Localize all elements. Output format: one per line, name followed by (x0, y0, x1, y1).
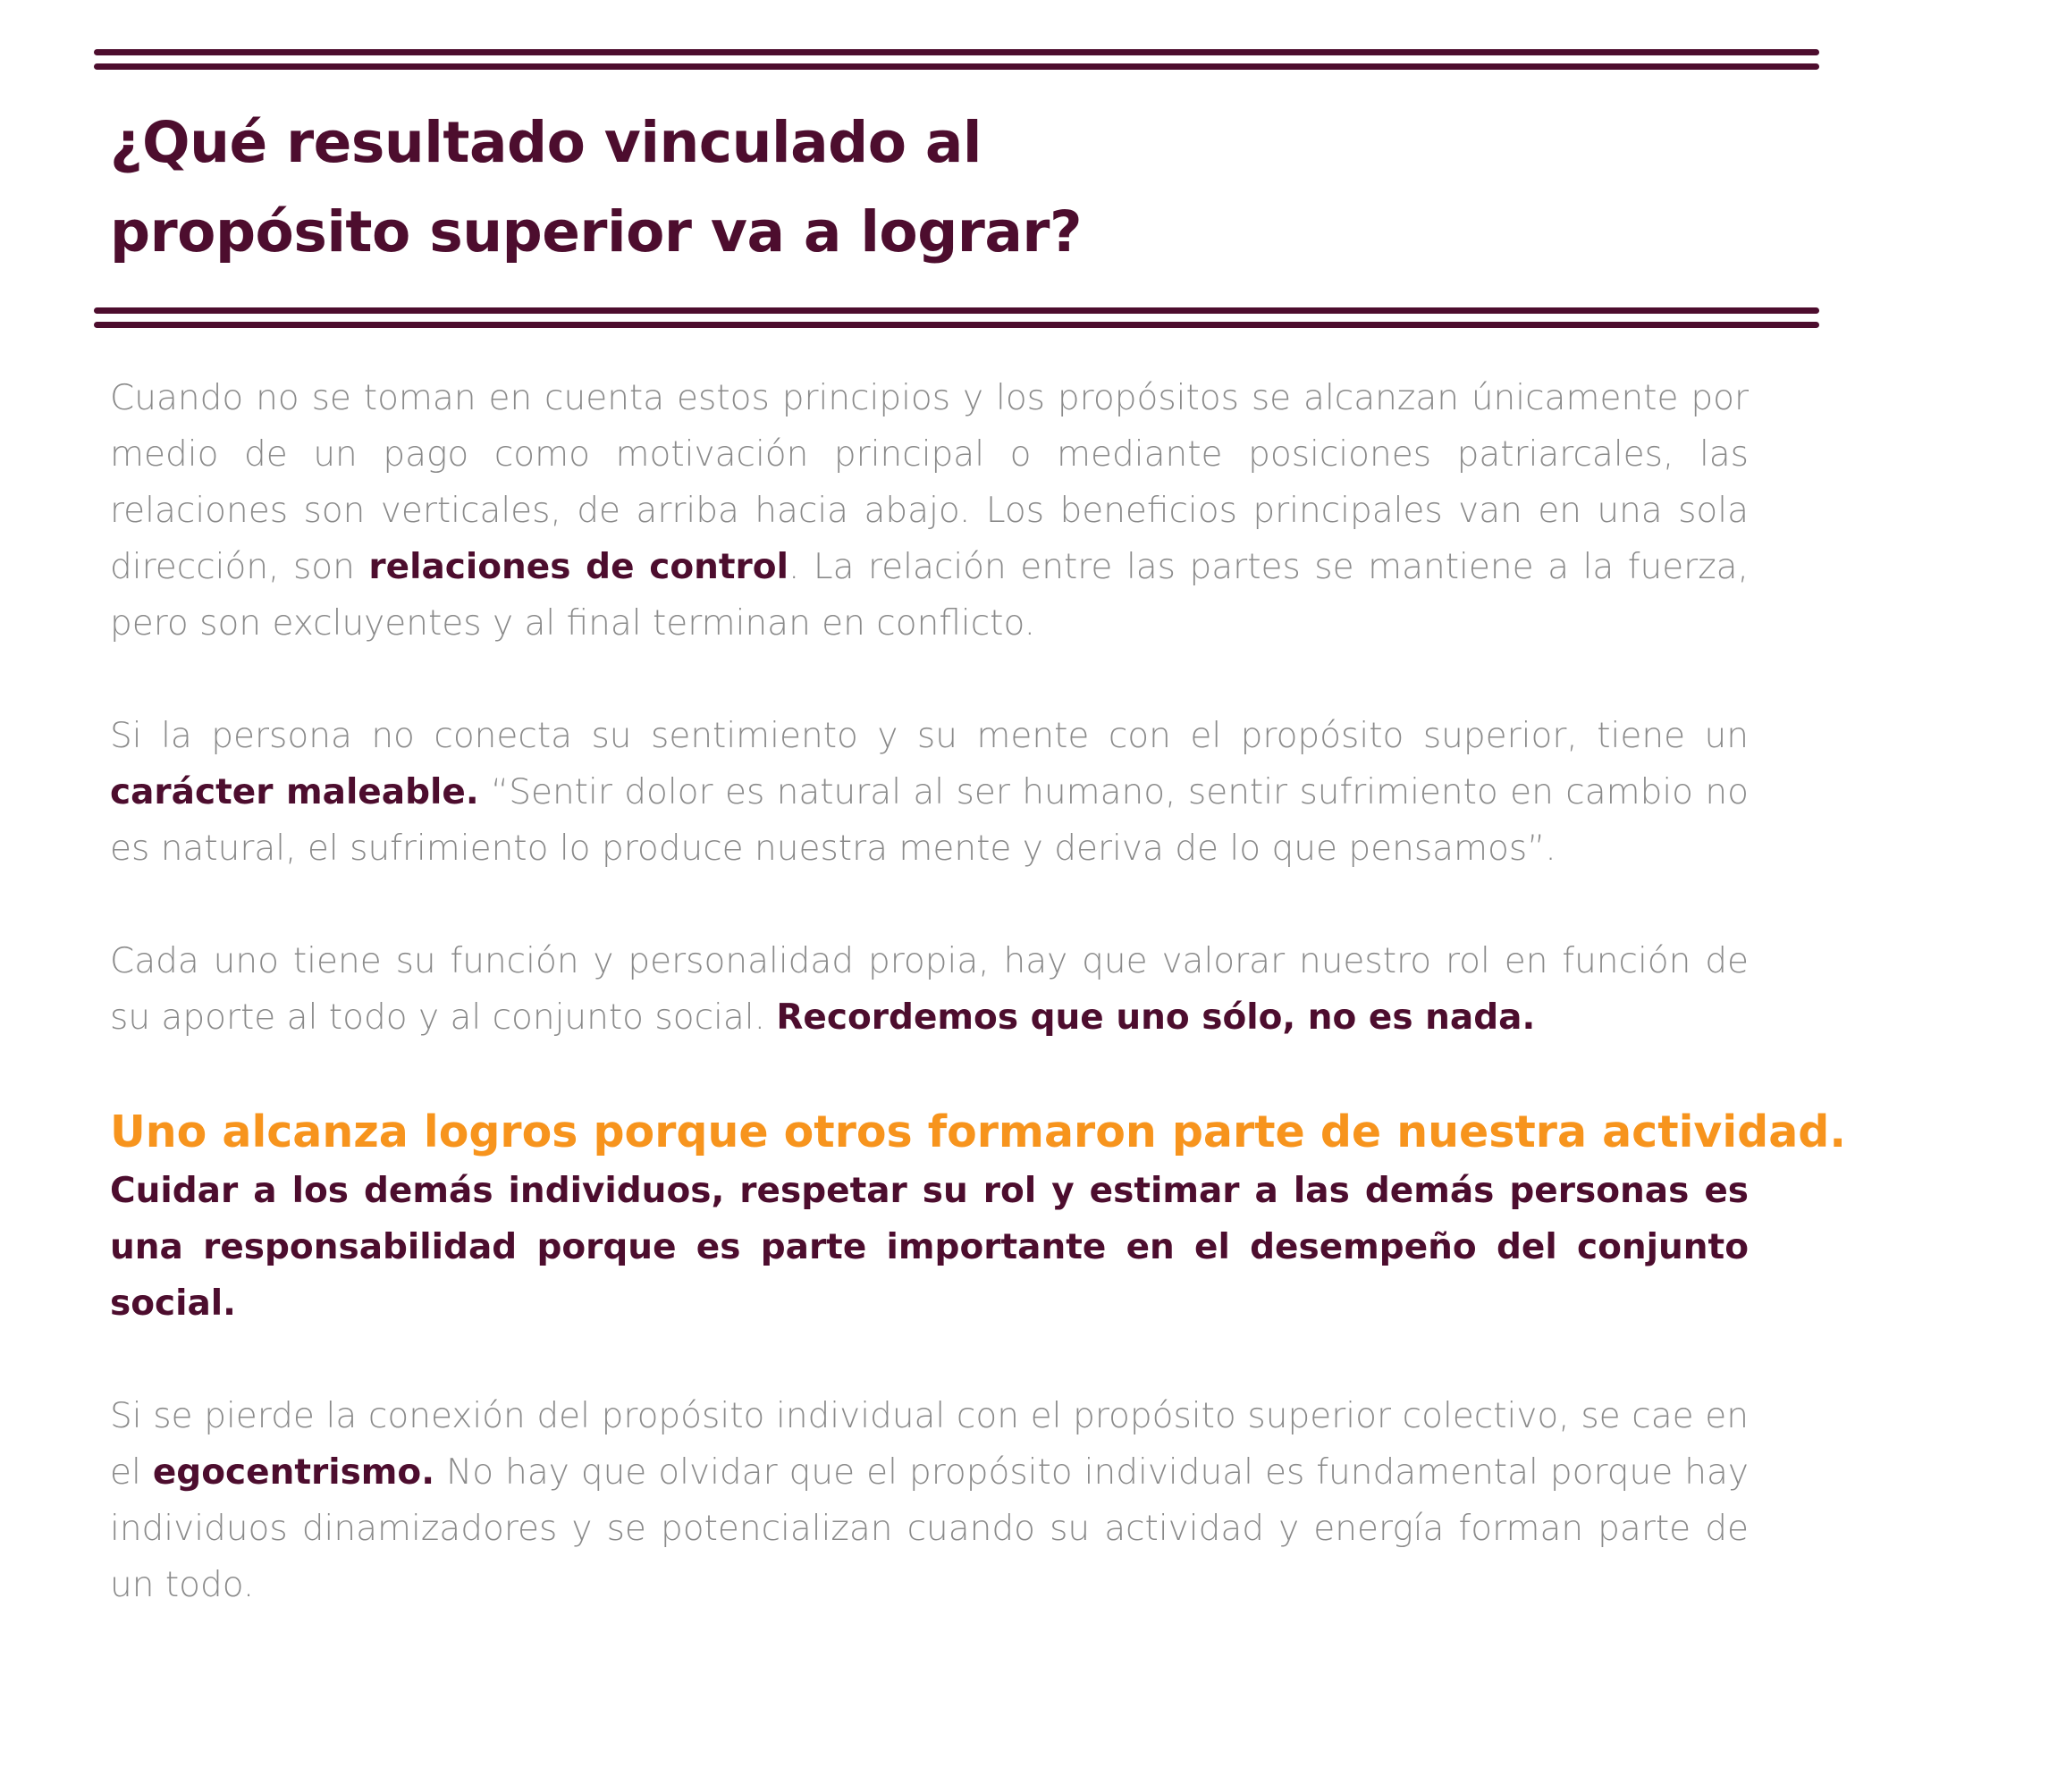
paragraph-1 (110, 370, 1749, 652)
paragraph-1-text-a: Cuando no se toman en cuenta estos principios y los propósitos se alcanzan únicamente por medio de un pago como motivación principal o mediante posiciones patriarcales, las relaciones son verticales, de arriba hacia abajo. Los beneficios principales van en una sola dirección, son (110, 378, 1749, 587)
page-title-line-1: ¿Qué resultado vinculado al (110, 110, 982, 175)
paragraph-2 (110, 708, 1749, 877)
paragraph-3-emphasis: Recordemos que uno sólo, no es nada. (776, 997, 1536, 1038)
bottom-rule-2 (94, 322, 1819, 328)
body-content (110, 370, 1846, 1613)
top-rule-2 (94, 63, 1819, 70)
paragraph-1-emphasis: relaciones de control (368, 547, 788, 587)
paragraph-5-text-a: Si se pierde la conexión del propósito individual con el propósito superior colectivo, se cae en el (110, 1396, 1749, 1493)
page-title-line-2: propósito superior va a lograr? (110, 199, 1082, 265)
page-title (110, 98, 1719, 277)
paragraph-3 (110, 933, 1749, 1046)
paragraph-2-text-a: Si la persona no conecta su sentimiento y su mente con el propósito superior, tiene un (110, 716, 1749, 756)
paragraph-1-text-b: . La relación entre las partes se mantiene a la fuerza, pero son excluyentes y al final terminan en conflicto. (110, 547, 1749, 644)
paragraph-2-emphasis: carácter maleable. (110, 772, 479, 812)
paragraph-2-text-b: “Sentir dolor es natural al ser humano, sentir sufrimiento en cambio no es natural, el sufrimiento lo produce nuestra mente y deriva de lo que pensamos”. (110, 772, 1749, 869)
paragraph-5 (110, 1388, 1749, 1613)
paragraph-5-emphasis: egocentrismo. (152, 1452, 435, 1493)
bottom-rule-1 (94, 307, 1819, 314)
paragraph-5-text-b: No hay que olvidar que el propósito individual es fundamental porque hay individuos dinamizadores y se potencializan cuando su actividad y energía forman parte de un todo. (110, 1452, 1749, 1605)
paragraph-3-text-a: Cada uno tiene su función y personalidad propia, hay que valorar nuestro rol en función de su aporte al todo y al conjunto social. (110, 941, 1749, 1038)
highlight-statement: Uno alcanza logros porque otros formaron parte de nuestra actividad. (110, 1106, 1846, 1157)
top-rule-1 (94, 49, 1819, 55)
paragraph-4: Cuidar a los demás individuos, respetar su rol y estimar a las demás personas es una responsabilidad porque es parte importante en el desempeño del conjunto social. (110, 1171, 1749, 1324)
